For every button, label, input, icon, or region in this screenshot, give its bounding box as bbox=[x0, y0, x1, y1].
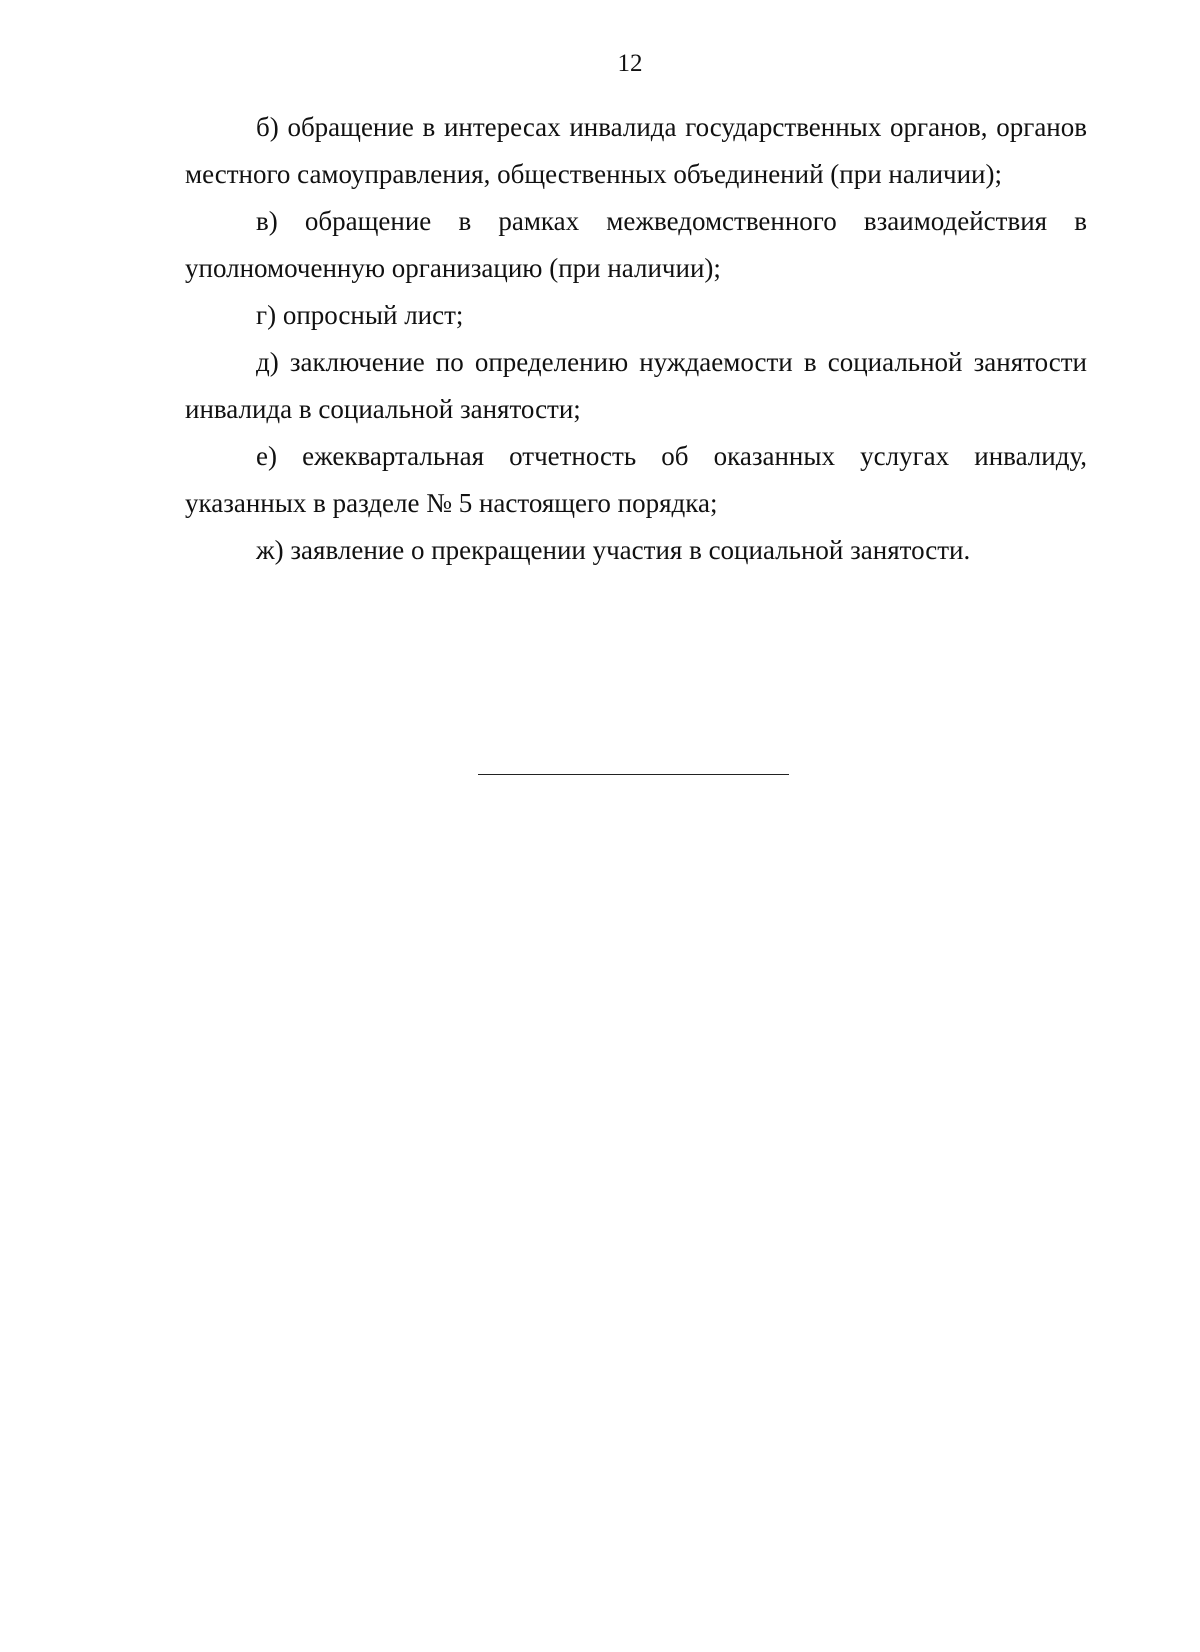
paragraph-e: е) ежеквартальная отчетность об оказанных услугах инвалиду, указанных в разделе № 5 настоящего порядка; bbox=[185, 441, 1087, 518]
page-number-text: 12 bbox=[617, 50, 643, 77]
paragraph-b: б) обращение в интересах инвалида государственных органов, органов местного самоуправления, общественных объединений (при наличии); bbox=[185, 112, 1087, 189]
paragraph-g: г) опросный лист; bbox=[256, 300, 464, 330]
document-body bbox=[185, 104, 1087, 574]
page-number bbox=[0, 50, 1190, 78]
end-separator-line bbox=[478, 774, 789, 775]
paragraph-d: д) заключение по определению нуждаемости в социальной занятости инвалида в социальной занятости; bbox=[185, 347, 1087, 424]
paragraph-zh: ж) заявление о прекращении участия в социальной занятости. bbox=[256, 535, 971, 565]
paragraph-v: в) обращение в рамках межведомственного взаимодействия в уполномоченную организацию (при наличии); bbox=[185, 206, 1087, 283]
